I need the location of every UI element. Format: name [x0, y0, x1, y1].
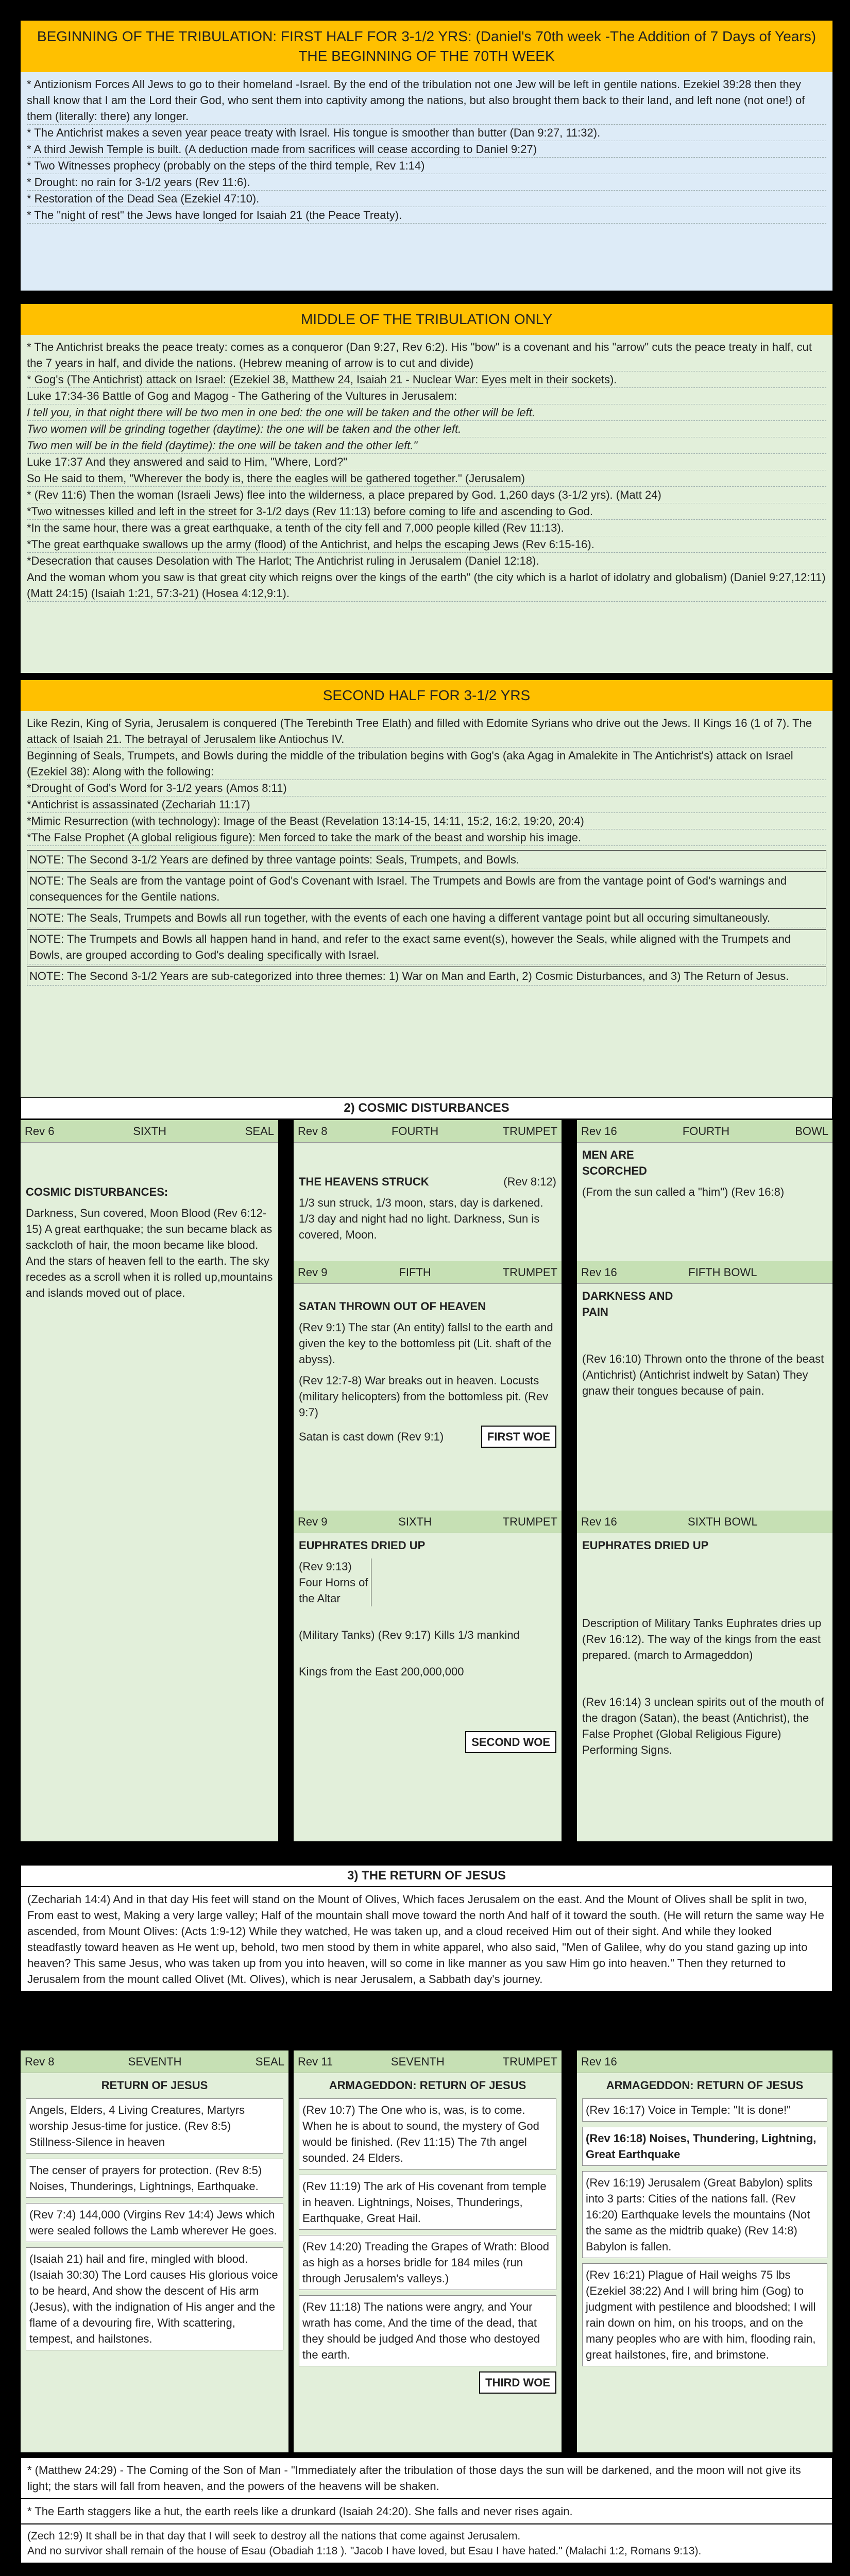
bowl-column	[577, 2050, 832, 2452]
column-header	[294, 1511, 562, 1533]
body-text: (From the sun called a "him") (Rev 16:8)	[582, 1185, 785, 1198]
footer-line: (Zech 12:9) It shall be in that day that I will seek to destroy all the nations that come against Jerusalem.	[27, 2530, 521, 2542]
kind: TRUMPET	[502, 1515, 557, 1528]
list-item: * (Rev 11:6) Then the woman (Israeli Jews) flee into the wilderness, a place prepared by God. 1,260 days (3-1/2 yrs). (Matt 24)	[27, 487, 826, 503]
heading: COSMIC DISTURBANCES:	[26, 1185, 168, 1198]
seal-column	[21, 2050, 288, 2452]
list-item: *Drought of God's Word for 3-1/2 years (Amos 8:11)	[27, 780, 826, 796]
number: FOURTH	[391, 1125, 439, 1138]
list-item: * The Antichrist makes a seven year peace treaty with Israel. His tongue is smoother than butter (Dan 9:27, 11:32).	[27, 125, 826, 141]
kind: TRUMPET	[502, 2055, 557, 2068]
note: NOTE: The Seals are from the vantage point of God's Covenant with Israel. The Trumpets and Bowls are from the vantage point of God's warnings and consequences for the Gentile nations.	[27, 871, 826, 906]
heading: ARMAGEDDON: RETURN OF JESUS	[329, 2079, 526, 2092]
list-item: *The great earthquake swallows up the army (flood) of the Antichrist, and helps the escaping Jews (Rev 6:15-16).	[27, 536, 826, 553]
list-item: Beginning of Seals, Trumpets, and Bowls during the middle of the tribulation begins with Gog's (aka Agag in Amalekite in The Antichrist's) attack on Israel (Ezekiel 38): Along with the following:	[27, 748, 826, 780]
intro-text: (Zechariah 14:4) And in that day His feet will stand on the Mount of Olives, Which faces Jerusalem on the east. And the Mount of Olives shall be split in two, From east to west, Making a very large valley; Half of the mountain shall move toward the north And half of it toward the south. (He will return the same way He ascended, from Mount Olives: (Acts 1:9-12) While they watched, He was taken up, and a cloud received Him out of their sight. And while they looked steadfastly toward heaven as He went up, behold, two men stood by them in white apparel, who also said, "Men of Galilee, why do you stand gazing up into heaven? This same Jesus, who was taken up from you into heaven, will so come in like manner as you saw Him go into heaven." Then they returned to Jerusalem from the mount called Olivet (Mt. Olives), which is near Jerusalem, a Sabbath day's journey.	[21, 1887, 832, 1992]
body-text: Description of Military Tanks Euphrates dries up (Rev 16:12). The way of the kings from the east prepared. (march to Armageddon)	[582, 1617, 822, 1662]
heading: MEN ARE SCORCHED	[582, 1148, 647, 1177]
column-header	[577, 1511, 832, 1533]
ref: Rev 16	[581, 1266, 617, 1279]
body-text: (Military Tanks) (Rev 9:17) Kills 1/3 mankind	[299, 1629, 520, 1641]
column-header	[294, 1120, 562, 1143]
list-item: *Two witnesses killed and left in the street for 3-1/2 days (Rev 11:13) before coming to life and ascending to God.	[27, 503, 826, 520]
ref: Rev 16	[581, 1515, 617, 1528]
column-header	[577, 1120, 832, 1143]
body-text: (Isaiah 21) hail and fire, mingled with blood.(Isaiah 30:30) The Lord causes His glorious voice to be heard, And show the descent of His arm (Jesus), with the indignation of His anger and the flame of a devouring fire, With scattering, tempest, and hailstones.	[26, 2247, 283, 2350]
list-item: * A third Jewish Temple is built. (A deduction made from sacrifices will cease according to Daniel 9:27)	[27, 141, 826, 158]
footer-note: * (Matthew 24:29) - The Coming of the Son of Man - "Immediately after the tribulation of those days the sun will be darkened, and the moon will not give its light; the stars will fall from heaven, and the powers of the heavens will be shaken.	[21, 2458, 832, 2499]
woe-badge: THIRD WOE	[479, 2371, 556, 2394]
section-title: 3) THE RETURN OF JESUS	[21, 1865, 832, 1887]
note: NOTE: The Seals, Trumpets and Bowls all run together, with the events of each one having a different vantage point but all occuring simultaneously.	[27, 908, 826, 927]
list-item: Two men will be in the field (daytime): the one will be taken and the other left."	[27, 437, 826, 454]
body-text: (Rev 16:14) 3 unclean spirits out of the mouth of the dragon (Satan), the beast (Antichrist), the False Prophet (Global Religious Figure) Performing Signs.	[582, 1696, 824, 1756]
ref: Rev 6	[25, 1125, 55, 1138]
column-header	[21, 2050, 288, 2073]
ref: Rev 11	[298, 2055, 333, 2068]
heading: DARKNESS AND PAIN	[582, 1290, 673, 1318]
body-text: The censer of prayers for protection. (Rev 8:5) Noises, Thunderings, Lightnings, Earthquake.	[26, 2159, 283, 2198]
column-header	[577, 1261, 832, 1284]
body-text: (Rev 11:18) The nations were angry, and Your wrath has come, And the time of the dead, that they should be judged And those who destoyed the earth.	[299, 2295, 556, 2366]
number: FOURTH	[682, 1125, 730, 1138]
trumpet-column	[294, 1120, 562, 1841]
section-cosmic	[21, 1097, 832, 1839]
section-middle	[21, 304, 832, 673]
body-text: (Rev 10:7) The One who is, was, is to come. When he is about to sound, the mystery of God would be finished. (Rev 11:15) The 7th angel sounded. 24 Elders.	[299, 2098, 556, 2170]
list-item: Luke 17:34-36 Battle of Gog and Magog - The Gathering of the Vultures in Jerusalem:	[27, 388, 826, 404]
number: SIXTH	[133, 1125, 166, 1138]
list-item: Luke 17:37 And they answered and said to Him, "Where, Lord?"	[27, 454, 826, 470]
note: NOTE: The Second 3-1/2 Years are sub-categorized into three themes: 1) War on Man and Earth, 2) Cosmic Disturbances, and 3) The Return of Jesus.	[27, 967, 826, 986]
number: SEVENTH	[128, 2055, 182, 2068]
body-text: (Rev 16:17) Voice in Temple: "It is done!"	[582, 2098, 827, 2122]
body-text: (Rev 9:13) Four Horns of the Altar	[299, 1558, 371, 1606]
number: SIXTH BOWL	[688, 1515, 758, 1528]
body-text: Darkness, Sun covered, Moon Blood (Rev 6:12-15) A great earthquake; the sun became black as sackcloth of hair, the moon became like blood. And the stars of heaven fell to the earth. The sky recedes as a scroll when it is rolled up,mountains and islands moved out of place.	[26, 1207, 273, 1299]
body-text: (Rev 16:21) Plague of Hail weighs 75 lbs (Ezekiel 38:22) And I will bring him (Gog) to judgment with pestilence and bloodshed; I will rain down on him, on his troops, and on the many peoples who are with him, flooding rain, great hailstones, fire, and brimstone.	[582, 2263, 827, 2366]
list-item: * Antizionism Forces All Jews to go to their homeland -Israel. By the end of the tribulation not one Jew will be left in gentile nations. Ezekiel 39:28 then they shall know that I am the Lord their God, who sent them into captivity among the nations, but also brought them back to their land, and left none (not one!) of them (literally: there) any longer.	[27, 76, 826, 125]
body-text: (Rev 9:1) The star (An entity) fallsl to the earth and given the key to the bottomless pit (Lit. shaft of the abyss).	[299, 1321, 553, 1366]
heading: SATAN THROWN OUT OF HEAVEN	[299, 1300, 486, 1313]
list-item: *Desecration that causes Desolation with The Harlot; The Antichrist ruling in Jerusalem (Daniel 12:18).	[27, 553, 826, 569]
kind: TRUMPET	[502, 1125, 557, 1138]
footer-note: * The Earth staggers like a hut, the earth reels like a drunkard (Isaiah 24:20). She falls and never rises again.	[21, 2499, 832, 2524]
list-item: *In the same hour, there was a great earthquake, a tenth of the city fell and 7,000 people killed (Rev 11:13).	[27, 520, 826, 536]
section-second-half	[21, 680, 832, 1097]
body-text: (Rev 16:19) Jerusalem (Great Babylon) splits into 3 parts: Cities of the nations fall. (Rev 16:20) Earthquake levels the mountains (Not the same as the midtrib quake) (Rev 14:8) Babylon is fallen.	[582, 2171, 827, 2258]
header-line-2: THE BEGINNING OF THE 70TH WEEK	[298, 48, 555, 64]
ref: Rev 8	[25, 2055, 55, 2068]
list-item: And the woman whom you saw is that great city which reigns over the kings of the earth" (the city which is a harlot of idolatry and globalism) (Daniel 9:27,12:11) (Matt 24:15) (Isaiah 1:21, 57:3-21) (Hosea 4:12,9:1).	[27, 569, 826, 602]
list-item: Two women will be grinding together (daytime): the one will be taken and the other left.	[27, 421, 826, 437]
body-text: (Rev 14:20) Treading the Grapes of Wrath: Blood as high as a horses bridle for 184 miles (run through Jerusalem's valleys.)	[299, 2235, 556, 2290]
section-body	[21, 711, 832, 1097]
section-title: 2) COSMIC DISTURBANCES	[21, 1097, 832, 1119]
section-first-half	[21, 21, 832, 291]
list-item: * Two Witnesses prophecy (probably on the steps of the third temple, Rev 1:14)	[27, 158, 826, 174]
ref: Rev 9	[298, 1266, 328, 1279]
ref: (Rev 8:12)	[503, 1175, 556, 1188]
list-item: So He said to them, "Wherever the body is, there the eagles will be gathered together." (Jerusalem)	[27, 470, 826, 487]
trumpet-column	[294, 2050, 562, 2452]
column-header	[294, 1261, 562, 1284]
body-text: (Rev 16:18) Noises, Thundering, Lightning, Great Earthquake	[582, 2127, 827, 2166]
kind: TRUMPET	[502, 1266, 557, 1279]
body-text: Satan is cast down (Rev 9:1)	[299, 1430, 444, 1443]
list-item: I tell you, in that night there will be two men in one bed: the one will be taken and the other will be left.	[27, 404, 826, 421]
section-return	[21, 1865, 832, 2576]
body-text: (Rev 16:10) Thrown onto the throne of the beast (Antichrist) (Antichrist indwelt by Satan) They gnaw their tongues because of pain.	[582, 1352, 824, 1397]
list-item: * Gog's (The Antichrist) attack on Israel: (Ezekiel 38, Matthew 24, Isaiah 21 - Nuclear War: Eyes melt in their sockets).	[27, 371, 826, 388]
section-header	[21, 21, 832, 72]
footer-notes	[21, 2458, 832, 2563]
heading: ARMAGEDDON: RETURN OF JESUS	[606, 2079, 804, 2092]
list-item: *Antichrist is assassinated (Zechariah 11:17)	[27, 796, 826, 813]
kind: SEAL	[255, 2055, 284, 2068]
list-item: * Drought: no rain for 3-1/2 years (Rev 11:6).	[27, 174, 826, 191]
header-line-1: BEGINNING OF THE TRIBULATION: FIRST HALF FOR 3-1/2 YRS: (Daniel's 70th week -The Addition of 7 Days of Years)	[37, 28, 817, 44]
heading: EUPHRATES DRIED UP	[582, 1539, 709, 1552]
column-header	[21, 1120, 278, 1143]
column-header	[294, 2050, 562, 2073]
number: SEVENTH	[390, 2055, 445, 2068]
woe-badge: FIRST WOE	[481, 1426, 556, 1448]
note: NOTE: The Second 3-1/2 Years are defined by three vantage points: Seals, Trumpets, and Bowls.	[27, 850, 826, 869]
number: FIFTH BOWL	[688, 1266, 757, 1279]
number: SIXTH	[398, 1515, 432, 1528]
body-text: (Rev 12:7-8) War breaks out in heaven. Locusts (military helicopters) from the bottomless pit. (Rev 9:7)	[299, 1374, 549, 1419]
kind: BOWL	[795, 1125, 828, 1138]
list-item: * The "night of rest" the Jews have longed for Isaiah 21 (the Peace Treaty).	[27, 207, 826, 224]
body-text: Kings from the East 200,000,000	[299, 1665, 464, 1678]
column-header	[577, 2050, 832, 2073]
ref: Rev 8	[298, 1125, 328, 1138]
seal-column	[21, 1120, 278, 1841]
section-body	[21, 335, 832, 673]
heading: THE HEAVENS STRUCK	[299, 1175, 429, 1188]
note: NOTE: The Trumpets and Bowls all happen hand in hand, and refer to the exact same event(s), however the Seals, while aligned with the Trumpets and Bowls, are grouped according to God's dealing specifically with Israel.	[27, 929, 826, 964]
list-item: *Mimic Resurrection (with technology): Image of the Beast (Revelation 13:14-15, 14:11, 15:2, 16:2, 19:20, 20:4)	[27, 813, 826, 829]
heading: RETURN OF JESUS	[101, 2079, 208, 2092]
list-item: *The False Prophet (A global religious figure): Men forced to take the mark of the beast and worship his image.	[27, 829, 826, 846]
kind: SEAL	[245, 1125, 274, 1138]
body-text: 1/3 sun struck, 1/3 moon, stars, day is darkened. 1/3 day and night had no light. Darkness, Sun is covered, Moon.	[299, 1196, 543, 1241]
list-item: * Restoration of the Dead Sea (Ezekiel 47:10).	[27, 191, 826, 207]
heading: EUPHRATES DRIED UP	[299, 1539, 426, 1552]
body-text: (Rev 7:4) 144,000 (Virgins Rev 14:4) Jews which were sealed follows the Lamb wherever He goes.	[26, 2203, 283, 2242]
footer-line: And no survivor shall remain of the house of Esau (Obadiah 1:18 ). "Jacob I have loved, but Esau I have hated." (Malachi 1:2, Romans 9:13).	[27, 2545, 702, 2557]
section-header: MIDDLE OF THE TRIBULATION ONLY	[21, 304, 832, 335]
body-text: (Rev 11:19) The ark of His covenant from temple in heaven. Lightnings, Noises, Thunderings, Earthquake, Great Hail.	[299, 2175, 556, 2230]
section-header: SECOND HALF FOR 3-1/2 YRS	[21, 680, 832, 711]
number: FIFTH	[399, 1266, 431, 1279]
ref: Rev 16	[581, 2055, 617, 2068]
list-item: Like Rezin, King of Syria, Jerusalem is conquered (The Terebinth Tree Elath) and filled with Edomite Syrians who drive out the Jews. II Kings 16 (1 of 7). The attack of Isaiah 21. The betrayal of Jerusalem like Antiochus IV.	[27, 715, 826, 748]
list-item: * The Antichrist breaks the peace treaty: comes as a conqueror (Dan 9:27, Rev 6:2). His "bow" is a covenant and his "arrow" cuts the peace treaty in half, cut the 7 years in half, and divide the nations. (Hebrew meaning of arrow is to cut and divide)	[27, 339, 826, 371]
bowl-column	[577, 1120, 832, 1841]
ref: Rev 9	[298, 1515, 328, 1528]
ref: Rev 16	[581, 1125, 617, 1138]
body-text: Angels, Elders, 4 Living Creatures, Martyrs worship Jesus-time for justice. (Rev 8:5) Stillness-Silence in heaven	[26, 2098, 283, 2154]
footer-note	[21, 2524, 832, 2563]
section-body	[21, 72, 832, 291]
woe-badge: SECOND WOE	[465, 1731, 556, 1753]
